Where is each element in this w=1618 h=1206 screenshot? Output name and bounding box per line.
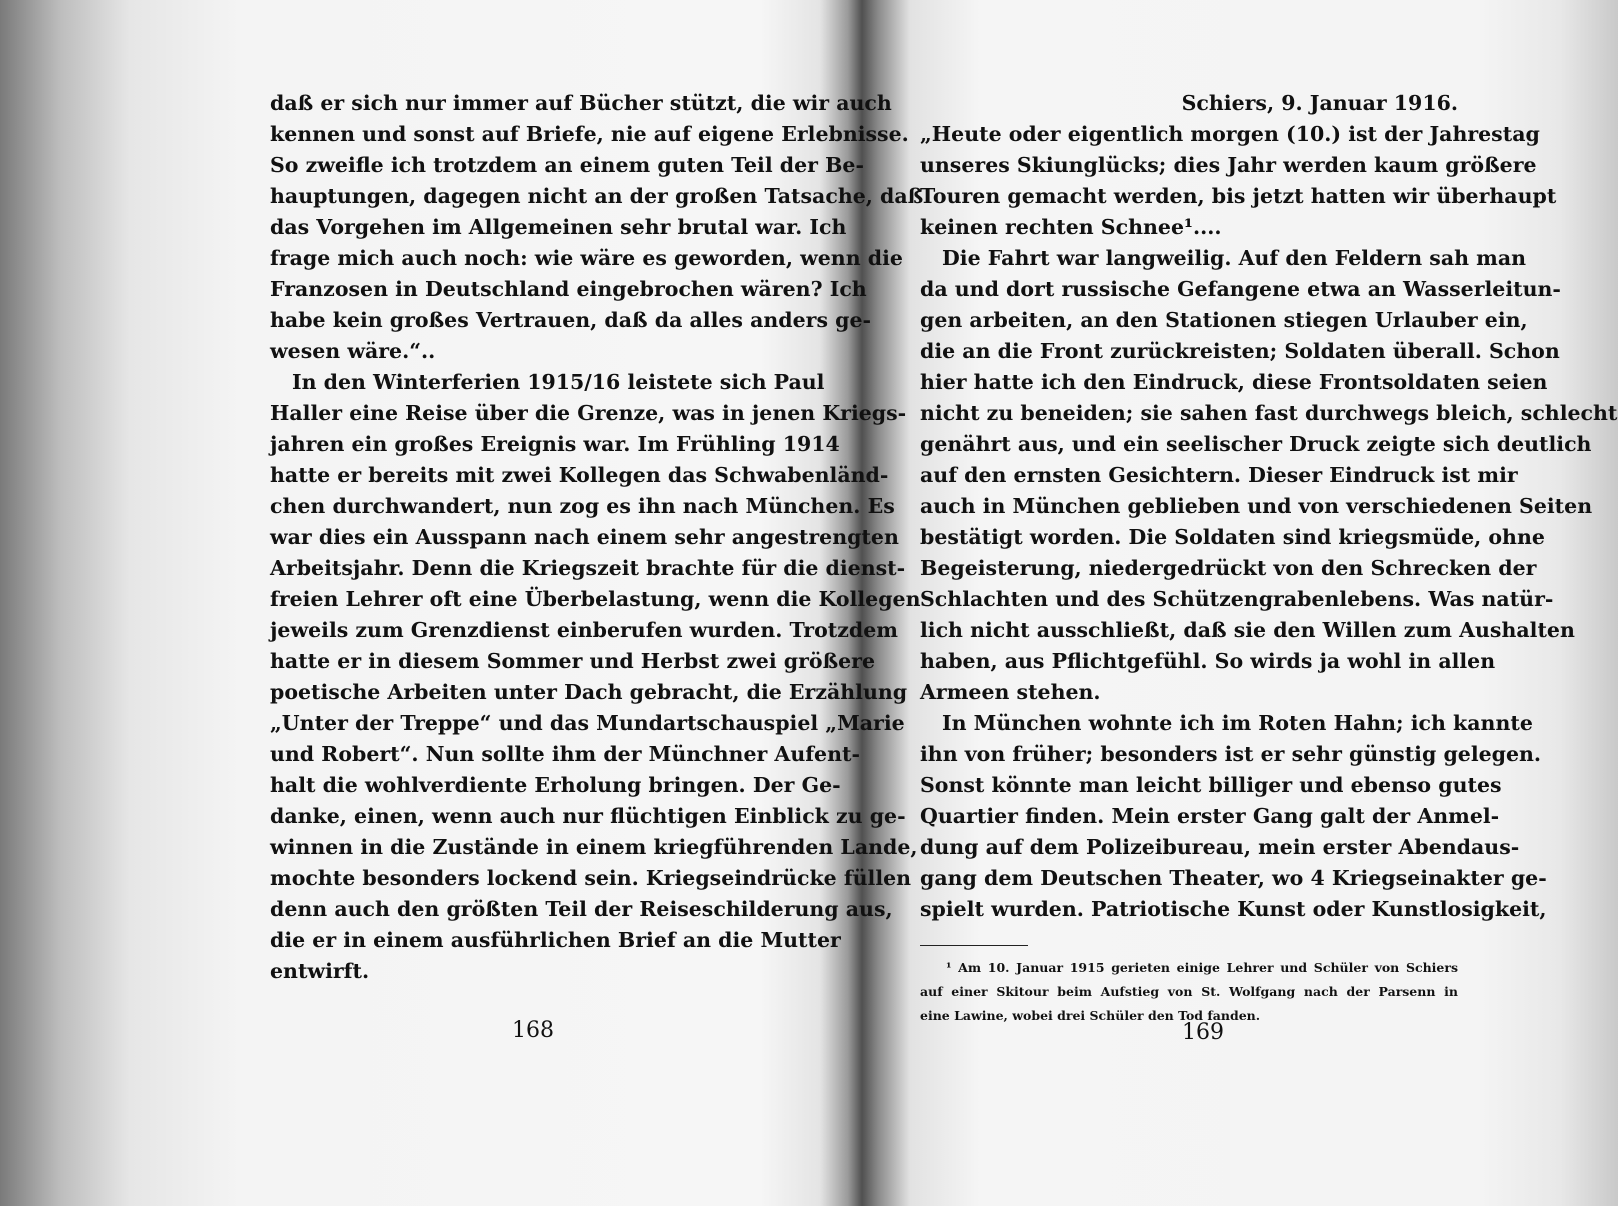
text-line: Quartier finden. Mein erster Gang galt der Anmel- [920, 804, 1500, 828]
text-line: Touren gemacht werden, bis jetzt hatten wir überhaupt [920, 184, 1557, 208]
footnote [920, 956, 1458, 1028]
text-line: unseres Skiunglücks; dies Jahr werden kaum größere [920, 153, 1537, 177]
text-line: jahren ein großes Ereignis war. Im Frühling 1914 [270, 432, 840, 456]
text-line: „Unter der Treppe“ und das Mundartschauspiel „Marie [270, 711, 905, 735]
text-line: entwirft. [270, 959, 370, 983]
text-line: hatte er in diesem Sommer und Herbst zwei größere [270, 649, 876, 673]
text-line: chen durchwandert, nun zog es ihn nach München. Es [270, 494, 895, 518]
text-line: So zweifle ich trotzdem an einem guten Teil der Be- [270, 153, 864, 177]
paragraph-start-line: Die Fahrt war langweilig. Auf den Feldern sah man [942, 246, 1527, 270]
footnote-line: auf einer Skitour beim Aufstieg von St. Wolfgang nach der Parsenn in [920, 984, 1458, 999]
text-line: lich nicht ausschließt, daß sie den Willen zum Aushalten [920, 618, 1575, 642]
right-page-body [920, 88, 1618, 925]
text-line: und Robert“. Nun sollte ihm der Münchner Aufent- [270, 742, 860, 766]
text-line: jeweils zum Grenzdienst einberufen wurden. Trotzdem [270, 618, 898, 642]
page-number: 169 [1182, 1020, 1224, 1045]
text-line: spielt wurden. Patriotische Kunst oder Kunstlosigkeit, [920, 897, 1547, 921]
text-line: gen arbeiten, an den Stationen stiegen Urlauber ein, [920, 308, 1528, 332]
footnote-divider [920, 945, 1028, 946]
text-line: denn auch den größten Teil der Reiseschilderung aus, [270, 897, 893, 921]
text-line: hauptungen, dagegen nicht an der großen Tatsache, daß [270, 184, 924, 208]
text-line: danke, einen, wenn auch nur flüchtigen Einblick zu ge- [270, 804, 906, 828]
text-line: auf den ernsten Gesichtern. Dieser Eindruck ist mir [920, 463, 1518, 487]
text-line: genährt aus, und ein seelischer Druck zeigte sich deutlich [920, 432, 1592, 456]
text-line: war dies ein Ausspann nach einem sehr angestrengten [270, 525, 899, 549]
text-line: winnen in die Zustände in einem kriegführenden Lande, [270, 835, 918, 859]
text-line: hier hatte ich den Eindruck, diese Frontsoldaten seien [920, 370, 1548, 394]
text-line: bestätigt worden. Die Soldaten sind kriegsmüde, ohne [920, 525, 1545, 549]
text-line: auch in München geblieben und von verschiedenen Seiten [920, 494, 1593, 518]
text-line: Haller eine Reise über die Grenze, was in jenen Kriegs- [270, 401, 907, 425]
text-line: hatte er bereits mit zwei Kollegen das Schwabenländ- [270, 463, 889, 487]
text-line: freien Lehrer oft eine Überbelastung, wenn die Kollegen [270, 587, 921, 611]
left-page-body [270, 88, 924, 987]
text-line: Sonst könnte man leicht billiger und ebenso gutes [920, 773, 1502, 797]
text-line: ihn von früher; besonders ist er sehr günstig gelegen. [920, 742, 1542, 766]
text-line: die an die Front zurückreisten; Soldaten überall. Schon [920, 339, 1560, 363]
text-line: Arbeitsjahr. Denn die Kriegszeit brachte für die dienst- [270, 556, 906, 580]
text-line: halt die wohlverdiente Erholung bringen. Der Ge- [270, 773, 841, 797]
paragraph-start-line: In den Winterferien 1915/16 leistete sich Paul [292, 370, 825, 394]
text-line: Franzosen in Deutschland eingebrochen wären? Ich [270, 277, 867, 301]
text-line: habe kein großes Vertrauen, daß da alles anders ge- [270, 308, 872, 332]
footnote-line: eine Lawine, wobei drei Schüler den Tod fanden. [920, 1008, 1261, 1023]
text-line: die er in einem ausführlichen Brief an die Mutter [270, 928, 841, 952]
text-line: das Vorgehen im Allgemeinen sehr brutal war. Ich [270, 215, 847, 239]
text-line: Armeen stehen. [920, 680, 1101, 704]
text-line: Schlachten und des Schützengrabenlebens. Was natür- [920, 587, 1554, 611]
footnote-line: ¹ Am 10. Januar 1915 gerieten einige Lehrer und Schüler von Schiers [946, 960, 1458, 975]
text-line: haben, aus Pflichtgefühl. So wirds ja wohl in allen [920, 649, 1496, 673]
text-line: kennen und sonst auf Briefe, nie auf eigene Erlebnisse. [270, 122, 909, 146]
text-line: daß er sich nur immer auf Bücher stützt, die wir auch [270, 91, 892, 115]
text-line: „Heute oder eigentlich morgen (10.) ist der Jahrestag [920, 122, 1540, 146]
text-line: mochte besonders lockend sein. Kriegseindrücke füllen [270, 866, 912, 890]
text-line: keinen rechten Schnee¹.... [920, 215, 1222, 239]
text-line: wesen wäre.“.. [270, 339, 436, 363]
page-number: 168 [512, 1018, 554, 1043]
dateline: Schiers, 9. Januar 1916. [1181, 91, 1458, 115]
text-line: gang dem Deutschen Theater, wo 4 Kriegseinakter ge- [920, 866, 1547, 890]
paragraph-start-line: In München wohnte ich im Roten Hahn; ich kannte [942, 711, 1533, 735]
right-page [868, 0, 1618, 1206]
text-line: nicht zu beneiden; sie sahen fast durchwegs bleich, schlecht [920, 401, 1618, 425]
text-line: poetische Arbeiten unter Dach gebracht, die Erzählung [270, 680, 908, 704]
text-line: frage mich auch noch: wie wäre es geworden, wenn die [270, 246, 903, 270]
text-line: da und dort russische Gefangene etwa an Wasserleitun- [920, 277, 1561, 301]
text-line: Begeisterung, niedergedrückt von den Schrecken der [920, 556, 1537, 580]
text-line: dung auf dem Polizeibureau, mein erster Abendaus- [920, 835, 1520, 859]
